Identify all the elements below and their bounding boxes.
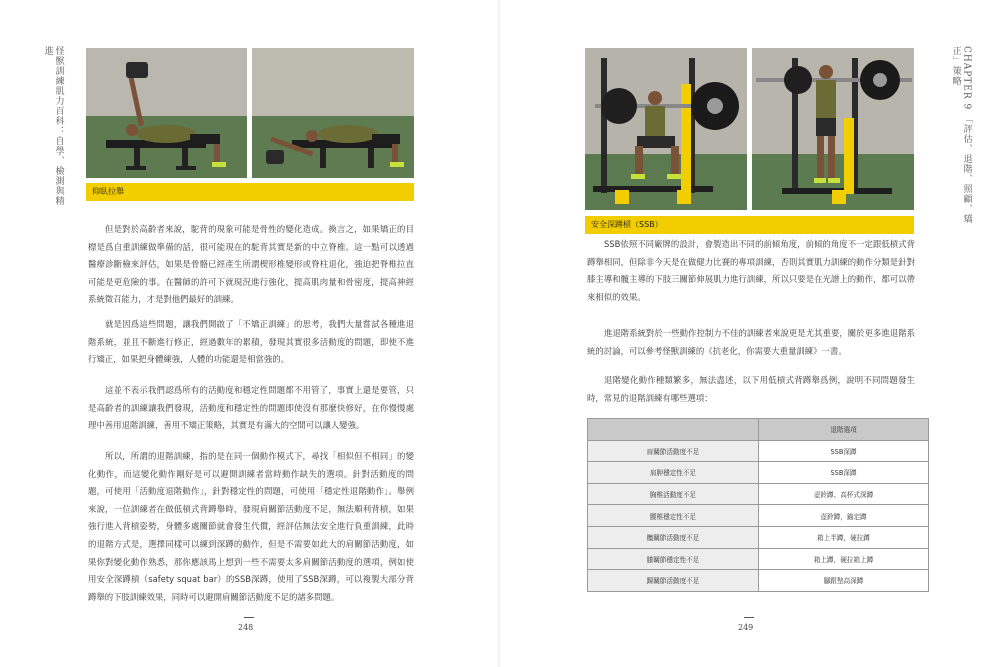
table-header-option: 退階選項 (759, 419, 929, 441)
pullover-photo-stretch (252, 48, 414, 178)
table-header-problem (588, 419, 759, 441)
paragraph: 進退階系統對於一些動作控制力不佳的訓練者來說更是尤其重要，關於更多進退階系統的討論，可以參考怪獸訓練的《抗老化，你需要大重量訓練》一書。 (587, 328, 915, 356)
paragraph: 這並不表示我們認爲所有的活動度和穩定性問題都不用管了，事實上還是要管，只是高齡者的訓練讓我們發現，活動度和穩定性的問題即使沒有那麼快修好，在你慢慢處理中善用退階訓練，善用不矯正策略，其實是有滿大的空間可以讓人變強。 (88, 385, 414, 431)
table-cell-option: SSB深蹲 (759, 440, 929, 462)
table-cell-option: 腳跟墊高深蹲 (759, 570, 929, 592)
table-cell-option: 壺鈴蹲，錨定蹲 (759, 505, 929, 527)
paragraph: 但是對於高齡者來說，駝背的現象可能是骨性的變化造成。換言之，如果矯正的目標是爲自重訓練做準備的話，很可能現在的駝背其實是新的中立脊椎。這一點可以透過醫療診斷檢來評估，如果是骨骼已經產生所謂楔形椎變形或脊柱退化，強迫把脊椎拉直可能是更危險的事。在醫師的許可下就現況進行強化，提高肌肉量和骨密度，提高神經系統徵召能力，才是對他們最好的訓練。 (88, 224, 414, 305)
table-cell-problem: 腰椎穩定性不足 (588, 505, 759, 527)
table-cell-problem: 肩關節活動度不足 (588, 440, 759, 462)
ssb-squat-photo-top (752, 48, 914, 210)
pullover-photo-start (86, 48, 247, 178)
table-cell-option: 壺鈴蹲、高杯式深蹲 (759, 483, 929, 505)
table-cell-problem: 肩胛穩定性不足 (588, 462, 759, 484)
ssb-squat-photo-bottom (585, 48, 747, 210)
photo-caption-right: 安全深蹲槓（SSB） (591, 220, 663, 229)
right-page (500, 0, 1000, 667)
table-cell-option: 箱上半蹲，硬拉蹲 (759, 526, 929, 548)
regression-options-table (587, 418, 929, 592)
folio-rule-left (244, 617, 254, 618)
running-head-left: 怪獸訓練肌力百科：自學、檢測與精進 (42, 46, 64, 206)
paragraph: 就是因爲這些問題，讓我們開啟了「不矯正訓練」的思考，我們大量嘗試各種進退階系統，並且不斷進行修正，經過數年的累積，發現其實很多活動度的問題，即使不進行矯正，如果把身體練強，人體的功能還是相當強的。 (88, 319, 414, 365)
table-row (588, 505, 929, 527)
table-row (588, 526, 929, 548)
table-row (588, 440, 929, 462)
table-row (588, 483, 929, 505)
paragraph: SSB依照不同廠牌的設計，會製造出不同的前傾角度，前傾的角度不一定跟低槓式背蹲舉相同，但除非今天是在做健力比賽的專項訓練，否則其實肌力訓練的動作分類是針對膝主導和髖主導的下肢三關節伸展肌力進行訓練，所以只要是在光譜上的動作，都可以帶來相似的效果。 (587, 239, 915, 302)
table-row (588, 462, 929, 484)
table-cell-problem: 踝關節活動度不足 (588, 570, 759, 592)
paragraph: 退階變化動作種類繁多，無法盡述，以下用低槓式背蹲舉爲例，說明不同問題發生時，常見的退階訓練有哪些選項： (587, 375, 915, 403)
table-cell-problem: 髖關節活動度不足 (588, 526, 759, 548)
photo-caption-bar-left (86, 183, 414, 201)
table-row (588, 548, 929, 570)
photo-caption-left: 仰臥拉舉 (92, 187, 124, 196)
table-cell-option: SSB深蹲 (759, 462, 929, 484)
table-header-row (588, 419, 929, 441)
table-row (588, 570, 929, 592)
page-number-left: 248 (238, 623, 254, 632)
photo-caption-bar-right (585, 216, 914, 234)
table-cell-problem: 胸椎活動度不足 (588, 483, 759, 505)
page-number-right: 249 (738, 623, 754, 632)
folio-rule-right (744, 617, 754, 618)
running-head-right: CHAPTER 9 「評估、退階、照顧、矯正」策略 (950, 46, 972, 225)
table-cell-problem: 膝關節穩定性不足 (588, 548, 759, 570)
paragraph: 所以，所謂的退階訓練，指的是在同一個動作模式下，尋找「相似但不相同」的變化動作，而這變化動作剛好是可以避開訓練者當時動作缺失的選項。針對活動度的問題，可使用「活動度退階動作」，針對穩定性的問題，可使用「穩定性退階動作」。舉例來說，一位訓練者在做低槓式背蹲舉時，發現肩關節活動度不足，無法順利背槓，如果強行進入背槓姿勢，身體多處關節就會發生代償，經評估無法安全進行負重訓練，此時的退階方式是，選擇同樣可以練到深蹲的動作，但是不需要如此大的肩關節活動度，如果你對變化動作熟悉，那你應該馬上想到一些不需要太多肩關節活動度的選項，例如使用安全深蹲槓（safety squat bar）的SSB深蹲，使用了SSB深蹲，可以複製大部分背蹲舉的下肢訓練效果，同時可以避開肩關節活動度不足的諸多問題。 (88, 451, 414, 602)
table-cell-option: 箱上蹲，硬拉箱上蹲 (759, 548, 929, 570)
